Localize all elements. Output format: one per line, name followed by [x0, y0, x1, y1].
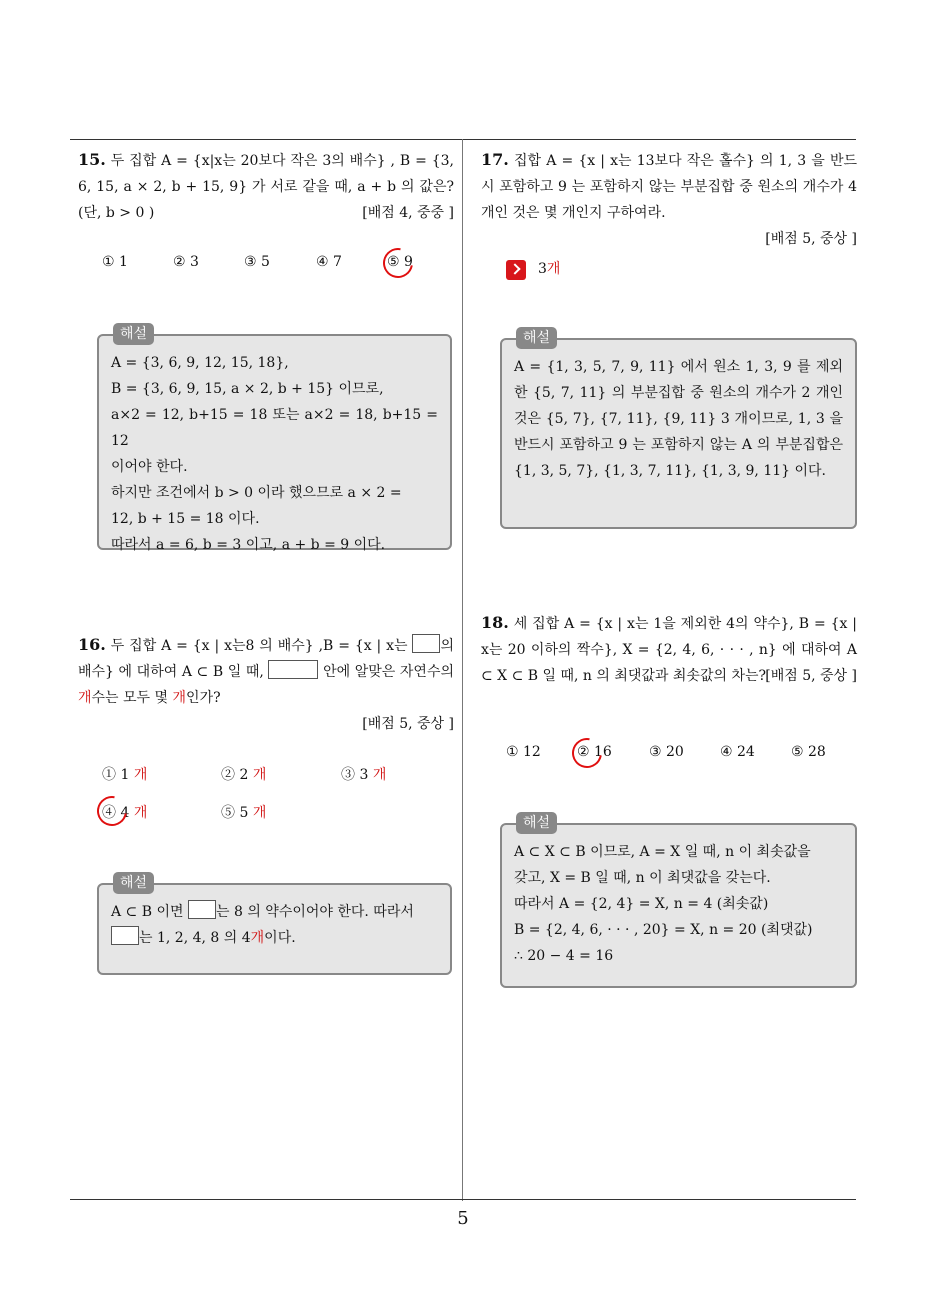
problem-17 [481, 147, 857, 252]
solution-line: 따라서 a = 6, b = 3 이고, a + b = 9 이다. [111, 537, 386, 553]
bottom-rule [70, 1199, 856, 1200]
problem-stem: 안에 알맞은 자연수의 [323, 664, 455, 680]
score-meta: [배점 5, 중상 ] [362, 716, 454, 732]
solution-box-15 [97, 326, 452, 553]
choice-4[interactable]: ④ 4 개 [102, 805, 148, 821]
score-meta: [배점 4, 중중 ] [362, 205, 454, 221]
solution-tag: 해설 [516, 327, 557, 349]
choice-5[interactable]: ⑤ 28 [791, 744, 826, 760]
problem-stem: 두 집합 A = {x | x는8 의 배수} ,B = {x | x는 [110, 638, 408, 654]
choice-2[interactable]: ② 16 [577, 744, 612, 760]
solution-line: ∴ 20 − 4 = 16 [514, 948, 614, 964]
score-meta: [배점 5, 중상 ] [765, 231, 857, 247]
choice-2[interactable]: ② 2 개 [221, 767, 267, 783]
answer-value: 3개 [538, 261, 561, 277]
choice-2[interactable]: ② 3 [173, 254, 199, 270]
problem-stem: 의 배수} 에 대하여 A ⊂ B 일 때, [78, 638, 455, 680]
highlight-text: 개 [172, 690, 187, 706]
choice-1[interactable]: ① 1 [102, 254, 128, 270]
highlight-text: 개 [78, 690, 92, 706]
choice-3[interactable]: ③ 5 [244, 254, 270, 270]
column-divider [462, 139, 463, 1201]
selected-circle-mark [377, 242, 419, 284]
score-meta: [배점 5, 중상 ] [765, 668, 857, 684]
solution-line: A ⊂ X ⊂ B 이므로, A = X 일 때, n 이 최솟값을 [514, 844, 811, 860]
problem-number: 17. [481, 150, 509, 169]
problem-number: 16. [78, 635, 106, 654]
page-number: 5 [457, 1208, 469, 1229]
selected-circle-mark [91, 790, 133, 832]
blank-box [111, 926, 139, 945]
problem-stem: 두 집합 A = {x|x는 20보다 작은 3의 배수} , B = {3, 6, 15, a × 2, b + 15, 9} 가 서로 같을 때, a + b 의 값은? (단, b > 0 ) [78, 153, 454, 221]
choice-3[interactable]: ③ 3 개 [341, 767, 387, 783]
solution-line: A ⊂ B 이면 [111, 904, 184, 920]
problem-16 [78, 632, 454, 737]
solution-line: a×2 = 12, b+15 = 18 또는 a×2 = 18, b+15 = 12 [111, 407, 438, 449]
highlight-text: 개 [250, 930, 265, 946]
problem-stem: 수는 모두 몇 [91, 690, 169, 706]
problem-number: 15. [78, 150, 106, 169]
problem-stem: 집합 A = {x | x는 13보다 작은 홀수} 의 1, 3 을 반드시 포함하고 9 는 포함하지 않는 부분집합 중 원소의 개수가 4 개인 것은 몇 개인지 구하여라. [481, 153, 858, 221]
solution-line: 갖고, X = B 일 때, n 이 최댓값을 갖는다. [514, 870, 771, 886]
choice-1[interactable]: ① 1 개 [102, 767, 148, 783]
blank-box [412, 634, 440, 653]
problem-15 [78, 147, 454, 226]
solution-line: B = {2, 4, 6, · · · , 20} = X, n = 20 (최댓값) [514, 922, 813, 938]
choice-3[interactable]: ③ 20 [649, 744, 684, 760]
problem-stem: 인가? [186, 690, 221, 706]
solution-line: B = {3, 6, 9, 15, a × 2, b + 15} 이므로, [111, 381, 384, 397]
solution-line: 12, b + 15 = 18 이다. [111, 511, 260, 527]
choice-5[interactable]: ⑤ 5 개 [221, 805, 267, 821]
solution-line: 는 1, 2, 4, 8 의 4 [139, 930, 251, 946]
solution-line: 는 8 의 약수이어야 한다. 따라서 [215, 904, 414, 920]
choice-1[interactable]: ① 12 [506, 744, 541, 760]
selected-circle-mark [566, 732, 608, 774]
top-rule [70, 139, 856, 140]
solution-line: 이다. [264, 930, 296, 946]
problem-stem: 세 집합 A = {x | x는 1을 제외한 4의 약수}, B = {x | x는 20 이하의 짝수}, X = {2, 4, 6, · · · , n} 에 대하여 A ⊂ X ⊂ B 일 때, n 의 최댓값과 최솟값의 차는? [481, 616, 857, 684]
problem-18 [481, 610, 857, 689]
solution-line: A = {3, 6, 9, 12, 15, 18}, [111, 355, 289, 371]
solution-line: 이어야 한다. [111, 459, 188, 475]
solution-tag: 해설 [113, 323, 154, 345]
choice-4[interactable]: ④ 24 [720, 744, 755, 760]
blank-box [188, 900, 216, 919]
blank-box [268, 660, 318, 679]
solution-line: 하지만 조건에서 b > 0 이라 했으므로 a × 2 = [111, 485, 402, 501]
solution-box-16 [97, 875, 452, 975]
solution-tag: 해설 [516, 812, 557, 834]
answer-arrow-icon [506, 260, 526, 280]
solution-text: A = {1, 3, 5, 7, 9, 11} 에서 원소 1, 3, 9 를 제외한 {5, 7, 11} 의 부분집합 중 원소의 개수가 2 개인 것은 {5, 7}, {7, 11}, {9, 11} 3 개이므로, 1, 3 을 반드시 포함하고 9 는 포함하지 않는 A 의 부분집합은 {1, 3, 5, 7}, {1, 3, 7, 11}, {1, 3, 9, 11} 이다. [514, 359, 843, 479]
solution-tag: 해설 [113, 872, 154, 894]
choice-4[interactable]: ④ 7 [316, 254, 342, 270]
solution-line: 따라서 A = {2, 4} = X, n = 4 (최솟값) [514, 896, 769, 912]
choice-5[interactable]: ⑤ 9 [387, 254, 413, 270]
problem-number: 18. [481, 613, 509, 632]
solution-box-18 [500, 815, 857, 988]
solution-box-17 [500, 330, 857, 529]
